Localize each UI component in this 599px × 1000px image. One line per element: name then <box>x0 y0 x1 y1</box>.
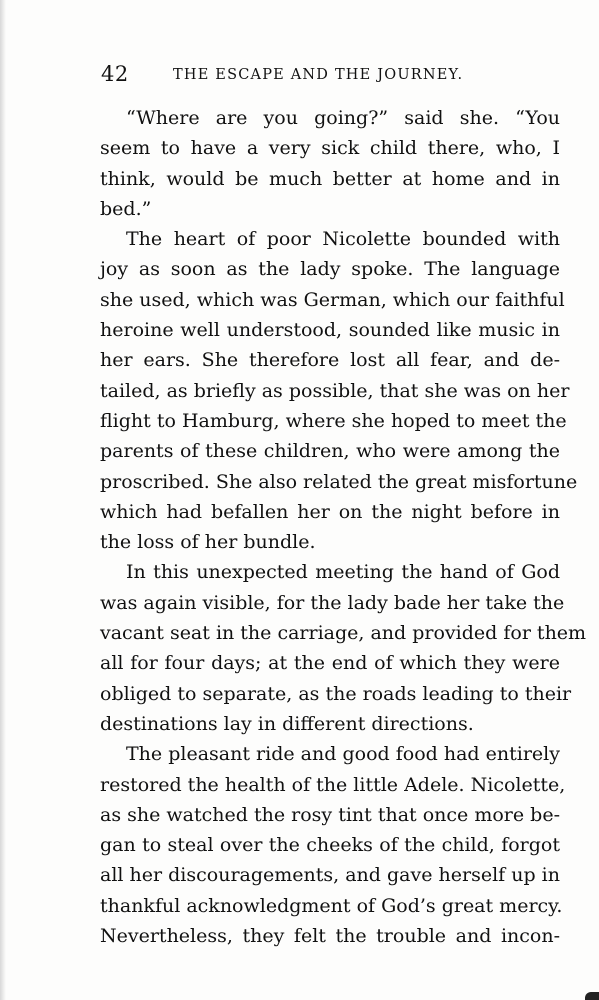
text-line: proscribed. She also related the great misfortune <box>100 470 578 493</box>
text-line: vacant seat in the carriage, and provided for them <box>100 622 587 645</box>
text-line: gan to steal over the cheeks of the child, forgot <box>100 834 560 857</box>
text-line: her ears. She therefore lost all fear, and de- <box>100 349 560 372</box>
text-line: flight to Hamburg, where she hoped to meet the <box>100 409 567 432</box>
text-line: tailed, as briefly as possible, that she was on her <box>100 379 570 402</box>
text-line: think, would be much better at home and in <box>100 167 560 190</box>
scan-artifact <box>585 992 599 1000</box>
text-line: as she watched the rosy tint that once more be- <box>100 803 560 826</box>
text-line: seem to have a very sick child there, who, I <box>100 137 560 160</box>
page-number: 42 <box>101 62 129 86</box>
text-line: was again visible, for the lady bade her take the <box>100 591 565 614</box>
text-line: thankful acknowledgment of God’s great mercy. <box>100 894 563 917</box>
text-line: all for four days; at the end of which they were <box>100 652 560 675</box>
text-line: “Where are you going?” said she. “You <box>126 107 560 129</box>
text-line: In this unexpected meeting the hand of God <box>126 561 560 584</box>
text-line: bed.” <box>100 197 152 220</box>
text-line: The pleasant ride and good food had entirely <box>126 743 560 766</box>
text-line: Nevertheless, they felt the trouble and incon- <box>100 925 560 948</box>
text-line: she used, which was German, which our faithful <box>100 288 565 311</box>
text-line: restored the health of the little Adele. Nicolette, <box>100 773 566 796</box>
text-line: The heart of poor Nicolette bounded with <box>126 228 560 251</box>
text-line: parents of these children, who were among the <box>100 440 560 463</box>
text-line: joy as soon as the lady spoke. The language <box>100 258 560 281</box>
text-line: obliged to separate, as the roads leading to their <box>100 682 572 705</box>
running-title: THE ESCAPE AND THE JOURNEY. <box>173 67 464 83</box>
body-text <box>100 103 587 951</box>
text-line: the loss of her bundle. <box>100 531 316 554</box>
text-line: destinations lay in different directions. <box>100 712 474 735</box>
text-line: which had befallen her on the night before in <box>100 500 560 523</box>
text-line: heroine well understood, sounded like music in <box>100 319 560 342</box>
text-line: all her discouragements, and gave herself up in <box>100 864 560 887</box>
running-header <box>101 62 551 90</box>
page-edge-shadow <box>0 0 6 1000</box>
